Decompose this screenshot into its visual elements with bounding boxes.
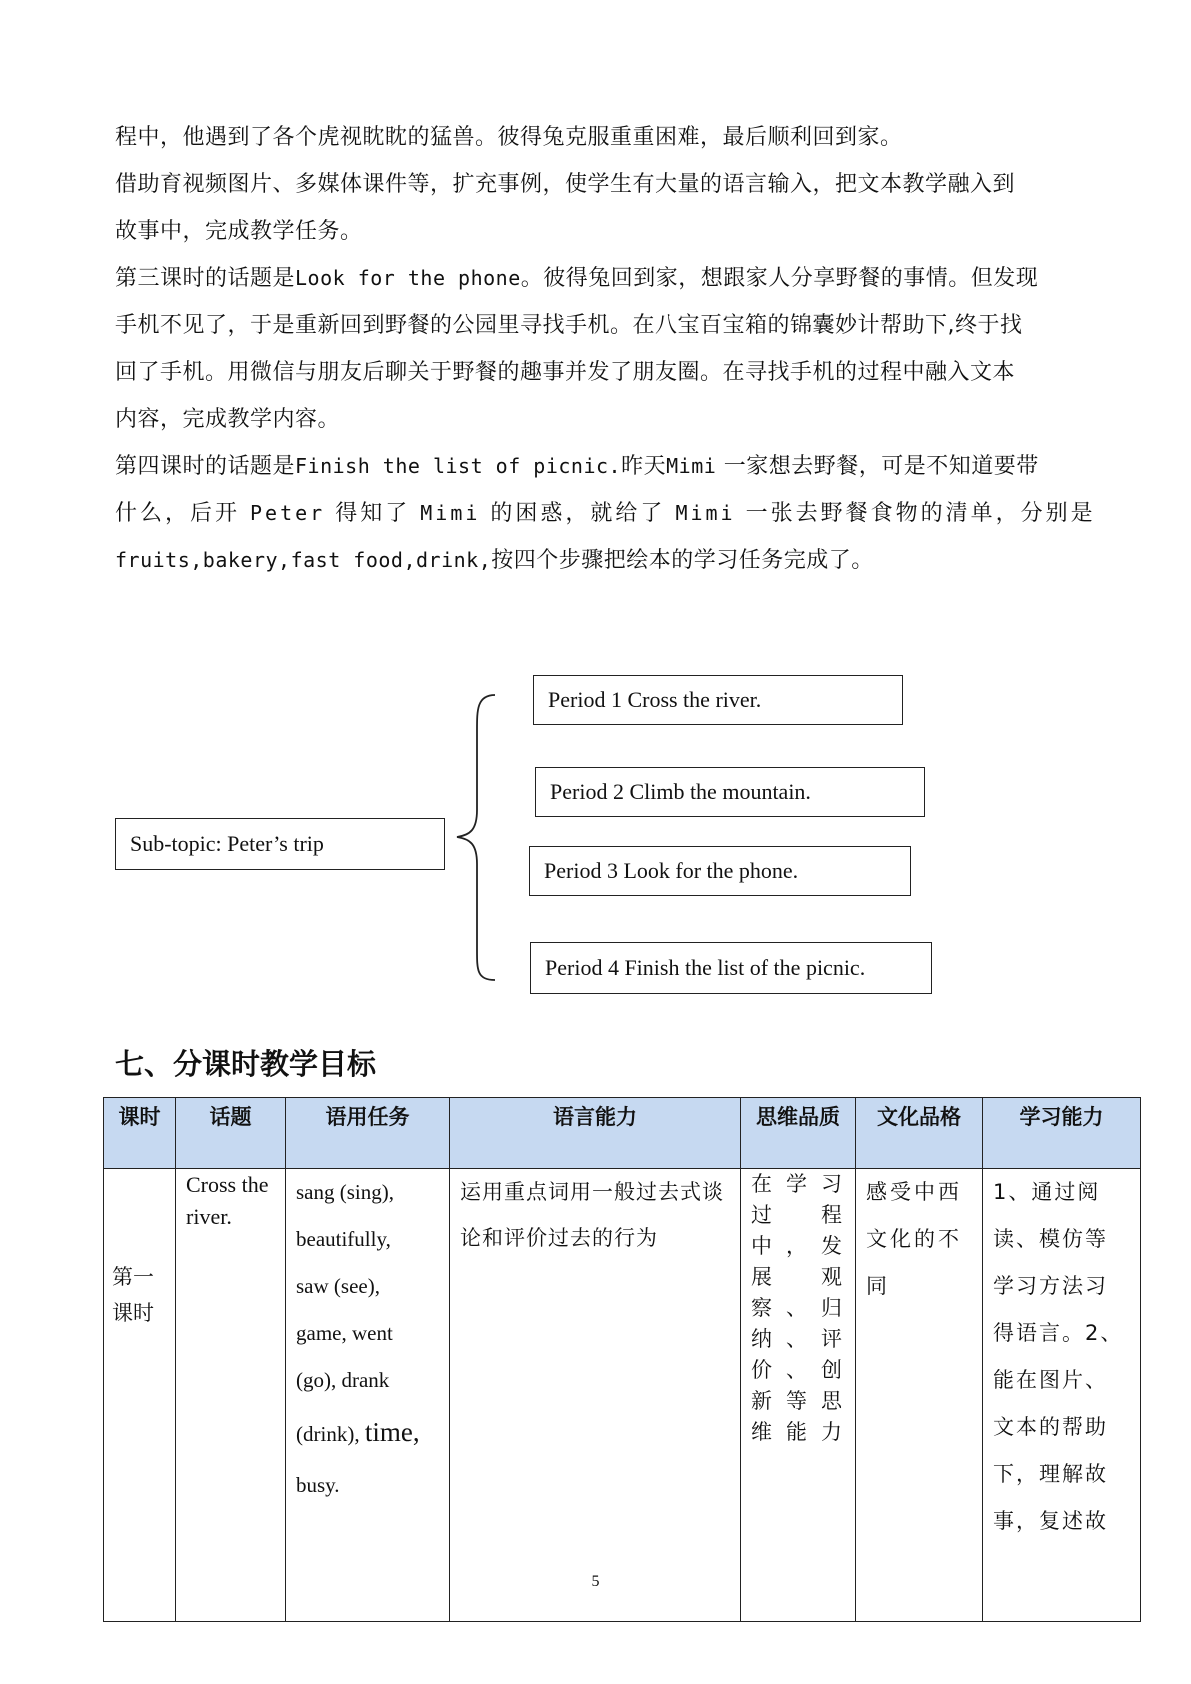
paragraph-line: [115, 537, 1085, 584]
text-run: 第四课时的话题是: [115, 454, 296, 479]
paragraph-line: 程中，他遇到了各个虎视眈眈的猛兽。彼得兔克服重重困难，最后顺利回到家。: [115, 125, 903, 150]
lesson-objectives-table: [103, 1097, 1141, 1622]
ability-cell: [983, 1169, 1141, 1622]
paragraph-line: 回了手机。用微信与朋友后聊关于野餐的趣事并发了朋友圈。在寻找手机的过程中融入文本: [115, 360, 1016, 385]
period-label: Period 1 Cross the river.: [548, 687, 762, 712]
vocab-line: beautifully,: [296, 1227, 391, 1251]
table-row: [104, 1169, 1141, 1622]
cell-text: 运用重点词用一般过去式谈论和评价过去的行为: [460, 1180, 724, 1250]
vocab-line: saw (see),: [296, 1274, 380, 1298]
paragraph-line: 手机不见了，于是重新回到野餐的公园里寻找手机。在八宝百宝箱的锦囊妙计帮助下,终于找: [115, 313, 1023, 338]
language-cell: [450, 1169, 741, 1622]
brace-connector: [455, 690, 515, 990]
text-run: 什么，后开: [115, 501, 241, 526]
paragraph-line: 内容，完成教学内容。: [115, 407, 341, 432]
vocab-line: (go), drank: [296, 1368, 390, 1392]
table-header-row: [104, 1098, 1141, 1169]
column-header: 语言能力: [450, 1098, 741, 1169]
period-label: Period 3 Look for the phone.: [544, 858, 799, 883]
period-box-2: [535, 767, 925, 817]
period-label: Period 2 Climb the mountain.: [550, 779, 811, 804]
vocab-line: sang (sing),: [296, 1180, 394, 1204]
cell-text: 第一课时: [112, 1265, 154, 1325]
paragraph-line: [115, 443, 1085, 490]
text-run: 昨天: [621, 454, 667, 479]
vocab-line: [296, 1404, 439, 1462]
text-run: (drink),: [296, 1422, 365, 1446]
paragraph-line: [115, 255, 1085, 302]
column-header: 思维品质: [741, 1098, 856, 1169]
text-run: Finish the list of picnic.: [295, 454, 622, 478]
culture-cell: [856, 1169, 983, 1622]
period-box-4: [530, 942, 932, 994]
column-header: 课时: [104, 1098, 176, 1169]
subtopic-box: [115, 818, 445, 870]
text-run: Mimi: [675, 501, 736, 525]
text-run: 一家想去野餐，可是不知道要带: [723, 454, 1039, 479]
paragraph-line: 借助育视频图片、多媒体课件等，扩充事例，使学生有大量的语言输入，把文本教学融入到: [115, 172, 1016, 197]
text-run: 第三课时的话题是: [115, 266, 296, 291]
text-run: Look for the phone: [295, 266, 521, 290]
column-header: 学习能力: [983, 1098, 1141, 1169]
cell-text: Cross the river.: [186, 1172, 269, 1229]
text-run: fruits,bakery,fast food,drink,: [115, 548, 492, 572]
text-run: 。彼得兔回到家，想跟家人分享野餐的事情。但发现: [520, 266, 1039, 291]
section-heading: 七、分课时教学目标: [115, 1047, 377, 1081]
period-label: Period 4 Finish the list of the picnic.: [545, 955, 866, 980]
paragraph-line: 故事中，完成教学任务。: [115, 219, 363, 244]
text-run: Mimi: [666, 454, 717, 478]
text-run: Mimi: [420, 501, 481, 525]
vocab-cell: [286, 1169, 450, 1622]
text-run: 一张去野餐食物的清单，分别是: [745, 501, 1096, 526]
text-run: time,: [364, 1417, 420, 1447]
cell-text: 感受中西文化的不同: [866, 1180, 962, 1298]
vocab-line: busy.: [296, 1473, 340, 1497]
period-cell: [104, 1169, 176, 1622]
column-header: 语用任务: [286, 1098, 450, 1169]
period-box-3: [529, 846, 911, 896]
column-header: 文化品格: [856, 1098, 983, 1169]
text-run: Peter: [250, 501, 326, 525]
cell-text: 1、通过阅读、模仿等学习方法习得语言。2、能在图片、文本的帮助下，理解故事，复述故: [993, 1180, 1124, 1533]
vocab-line: game, went: [296, 1321, 393, 1345]
cell-text: 在学习过程中，发展观察、归纳、评价、创新等思维能力: [751, 1172, 845, 1444]
topic-cell: [176, 1169, 286, 1622]
body-text: [115, 114, 1096, 584]
period-box-1: [533, 675, 903, 725]
text-run: 按四个步骤把绘本的学习任务完成了。: [491, 548, 874, 573]
paragraph-line: [115, 490, 1096, 537]
page-number: 5: [591, 1573, 600, 1590]
text-run: 得知了: [335, 501, 411, 526]
column-header: 话题: [176, 1098, 286, 1169]
text-run: 的困惑，就给了: [490, 501, 666, 526]
subtopic-label: Sub-topic: Peter’s trip: [130, 831, 324, 856]
thinking-cell: [741, 1169, 856, 1622]
